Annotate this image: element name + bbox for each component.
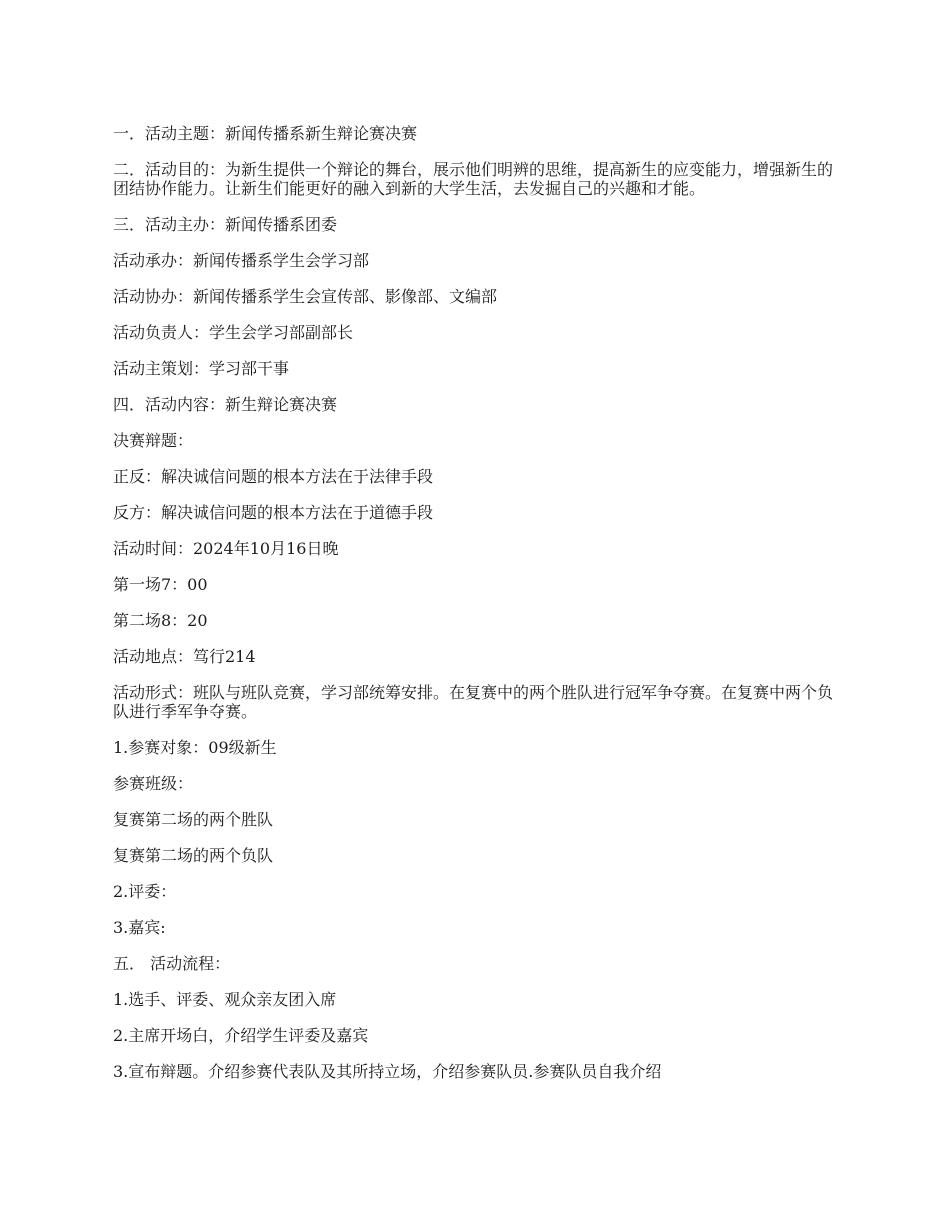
negative-topic: 反方：解决诚信问题的根本方法在于道德手段 xyxy=(113,503,434,522)
guests-line: 3.嘉宾: xyxy=(113,918,166,937)
undertaker-line: 活动承办：新闻传播系学生会学习部 xyxy=(113,251,370,270)
person-in-charge-line: 活动负责人：学生会学习部副部长 xyxy=(113,323,354,342)
document-body xyxy=(113,124,843,1098)
event-location: 活动地点：笃行214 xyxy=(113,647,256,666)
section-1-theme: 一．活动主题：新闻传播系新生辩论赛决赛 xyxy=(113,124,418,143)
co-organizer-line: 活动协办：新闻传播系学生会宣传部、影像部、文编部 xyxy=(113,287,498,306)
final-topic-heading: 决赛辩题： xyxy=(113,431,194,450)
participating-classes-heading: 参赛班级： xyxy=(113,774,194,793)
judges-line: 2.评委： xyxy=(113,882,177,901)
process-step-1: 1.选手、评委、观众亲友团入席 xyxy=(113,990,337,1009)
event-time: 活动时间：2024年10月16日晚 xyxy=(113,539,339,558)
first-round-time: 第一场7：00 xyxy=(113,575,208,594)
section-5-process: 五． 活动流程： xyxy=(113,954,231,973)
chief-planner-line: 活动主策划：学习部干事 xyxy=(113,359,290,378)
second-round-time: 第二场8：20 xyxy=(113,611,208,630)
participants-line: 1.参赛对象：09级新生 xyxy=(113,738,277,757)
process-step-3: 3.宣布辩题。介绍参赛代表队及其所持立场，介绍参赛队员.参赛队员自我介绍 xyxy=(113,1062,662,1081)
section-3-organizer: 三．活动主办：新闻传播系团委 xyxy=(113,215,338,234)
event-format: 活动形式：班队与班队竞赛，学习部统筹安排。在复赛中的两个胜队进行冠军争夺赛。在复赛中两个负队进行季军争夺赛。 xyxy=(113,683,834,721)
losing-teams-line: 复赛第二场的两个负队 xyxy=(113,846,274,865)
section-4-content: 四．活动内容：新生辩论赛决赛 xyxy=(113,395,338,414)
affirmative-topic: 正反：解决诚信问题的根本方法在于法律手段 xyxy=(113,467,434,486)
section-2-purpose: 二．活动目的：为新生提供一个辩论的舞台，展示他们明辨的思维，提高新生的应变能力，增强新生的团结协作能力。让新生们能更好的融入到新的大学生活，去发掘自己的兴趣和才能。 xyxy=(113,160,834,198)
process-step-2: 2.主席开场白，介绍学生评委及嘉宾 xyxy=(113,1026,369,1045)
winning-teams-line: 复赛第二场的两个胜队 xyxy=(113,810,274,829)
